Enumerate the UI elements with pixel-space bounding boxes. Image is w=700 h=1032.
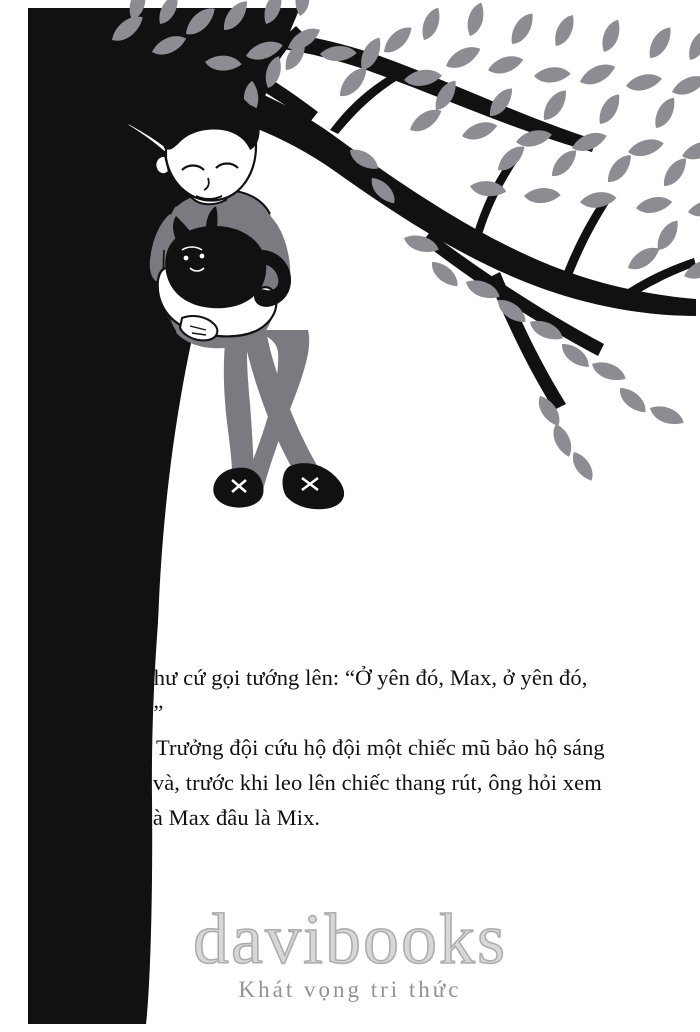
- paragraph-1: đưa thư cứ gọi tướng lên: “Ở yên đó, Max, ở yên đó, Mix!”: [108, 665, 588, 725]
- paragraph-2: Trưởng đội cứu hộ đội một chiếc mũ bảo hộ sáng chói và, trước khi leo lên chiếc thang rút, ông hỏi xem đâu là Max đâu là Mix.: [108, 735, 605, 830]
- watermark-tagline: Khát vọng tri thức: [238, 977, 462, 1003]
- page-body-text: [108, 660, 608, 835]
